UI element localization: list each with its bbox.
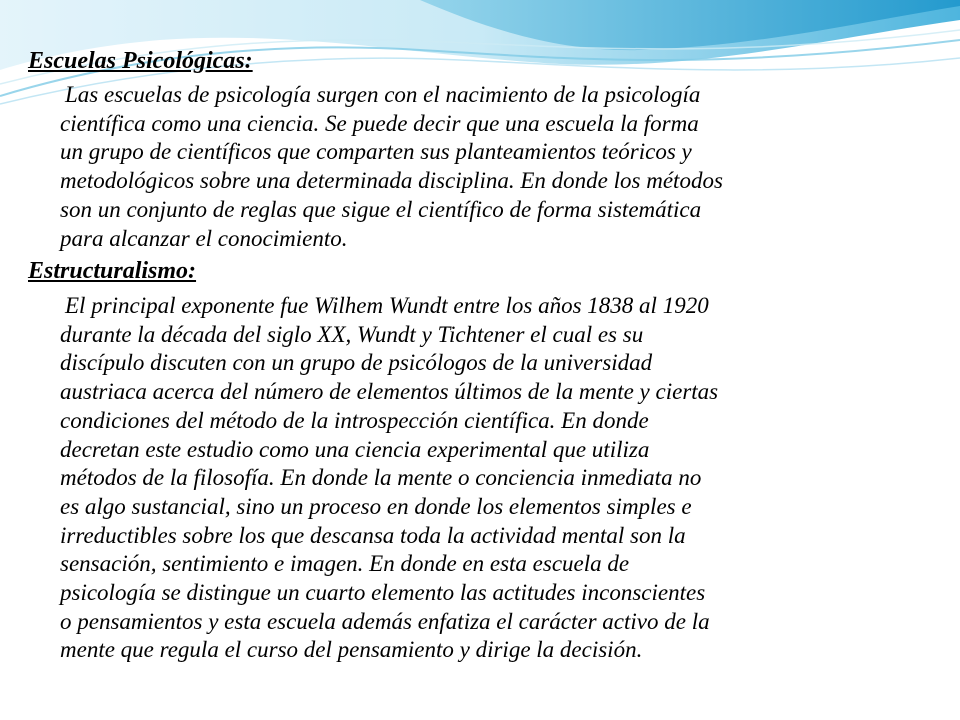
text-line: un grupo de científicos que comparten sus planteamientos teóricos y: [60, 139, 692, 165]
paragraph-escuelas: [60, 81, 910, 253]
text-line: o pensamientos y esta escuela además enfatiza el carácter activo de la: [60, 608, 710, 634]
text-line: austriaca acerca del número de elementos últimos de la mente y ciertas: [60, 379, 719, 405]
text-line: para alcanzar el conocimiento.: [60, 225, 348, 251]
heading-estructuralismo: Estructuralismo:: [28, 258, 197, 284]
text-line: sensación, sentimiento e imagen. En donde en esta escuela de: [60, 551, 630, 577]
text-line: Las escuelas de psicología surgen con el nacimiento de la psicología: [65, 82, 701, 107]
heading-escuelas-psicologicas: Escuelas Psicológicas:: [28, 48, 253, 74]
text-line: científica como una ciencia. Se puede decir que una escuela la forma: [60, 110, 699, 136]
text-line: psicología se distingue un cuarto elemento las actitudes inconscientes: [60, 580, 706, 606]
text-line: es algo sustancial, sino un proceso en donde los elementos simples e: [60, 493, 692, 519]
text-line: irreductibles sobre los que descansa toda la actividad mental son la: [60, 522, 686, 548]
text-line: metodológicos sobre una determinada disciplina. En donde los métodos: [60, 168, 723, 194]
text-line: El principal exponente fue Wilhem Wundt entre los años 1838 al 1920: [65, 293, 709, 318]
text-line: métodos de la filosofía. En donde la mente o conciencia inmediata no: [60, 465, 702, 491]
paragraph-estructuralismo: [60, 292, 910, 665]
text-line: durante la década del siglo XX, Wundt y Tichtener el cual es su: [60, 321, 644, 347]
text-line: son un conjunto de reglas que sigue el científico de forma sistemática: [60, 196, 702, 222]
text-line: mente que regula el curso del pensamiento y dirige la decisión.: [60, 637, 643, 663]
text-line: condiciones del método de la introspección científica. En donde: [60, 407, 649, 433]
text-line: discípulo discuten con un grupo de psicólogos de la universidad: [60, 350, 653, 376]
text-line: decretan este estudio como una ciencia experimental que utiliza: [60, 436, 650, 462]
